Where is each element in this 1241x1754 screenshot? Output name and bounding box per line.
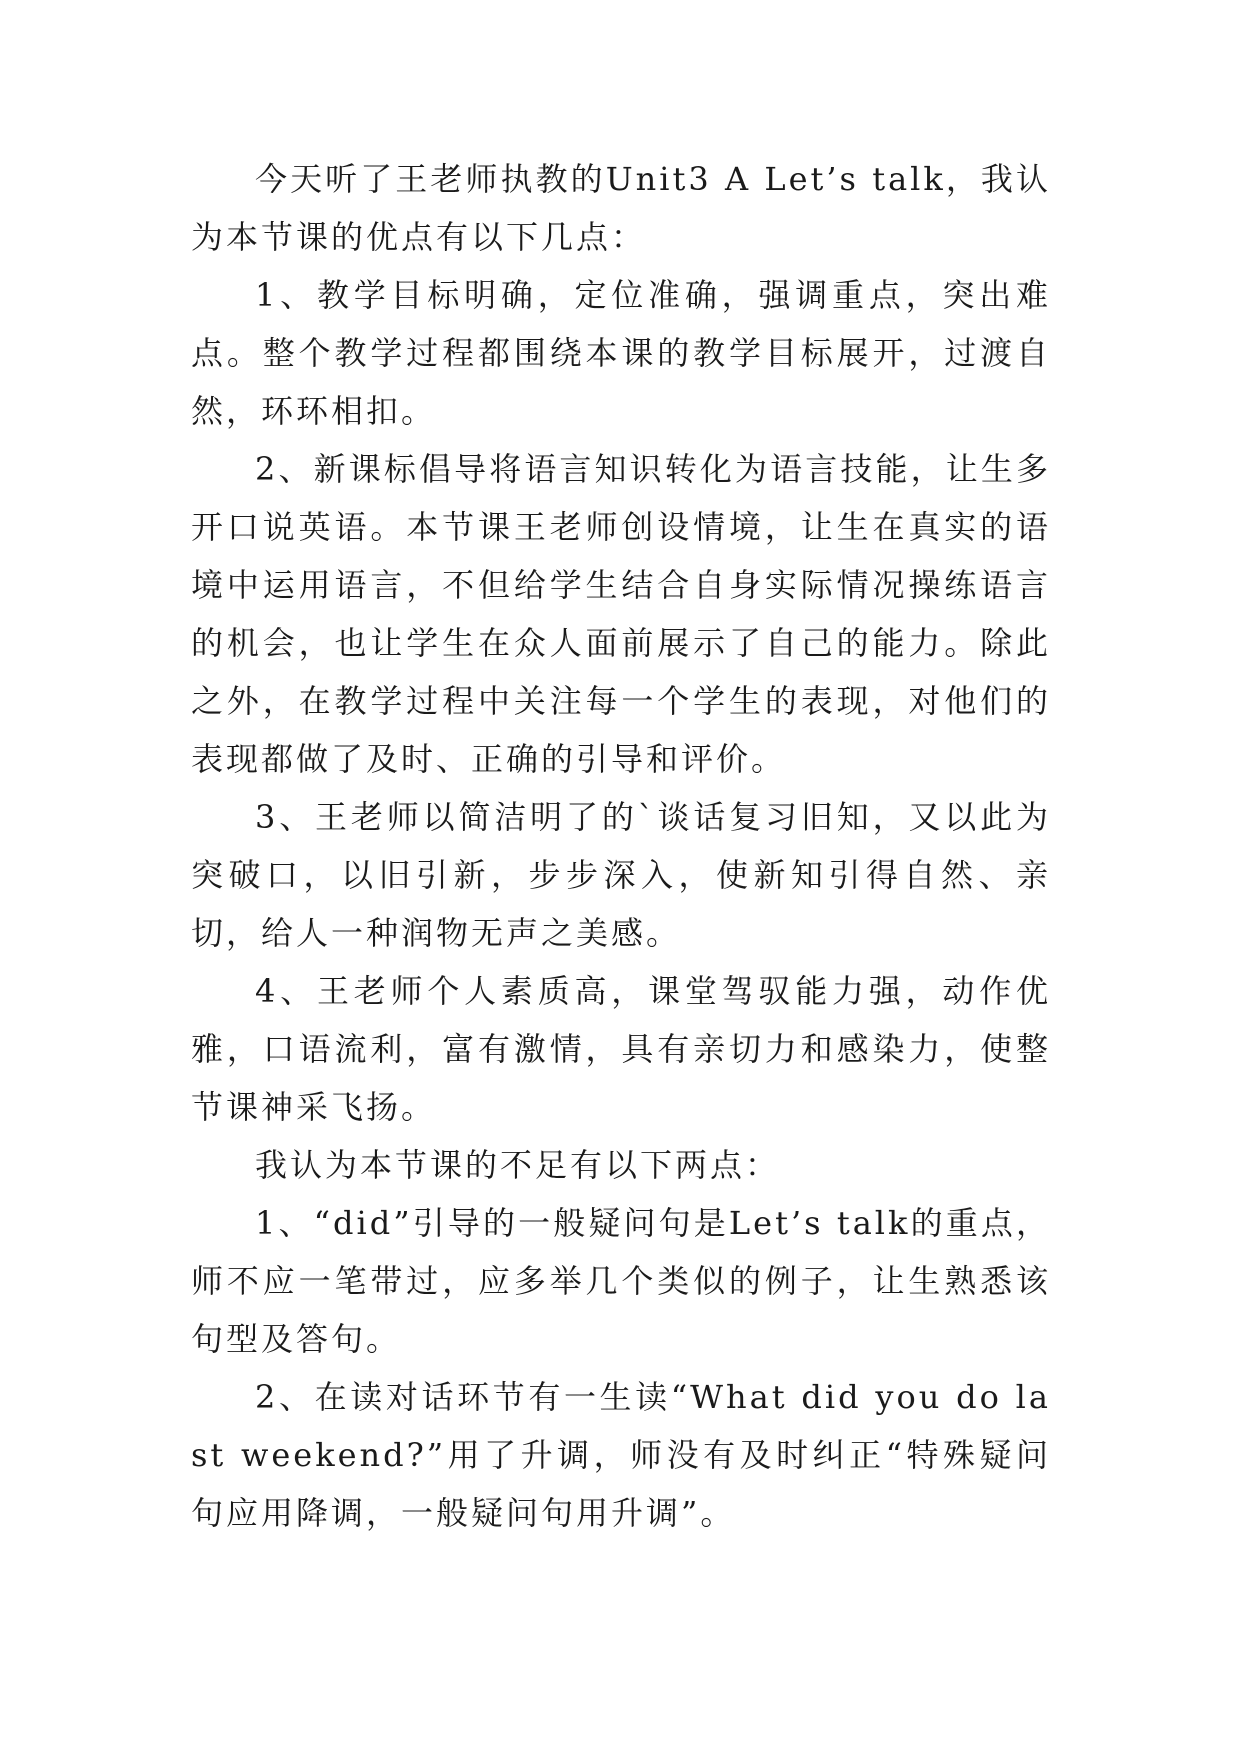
paragraph-shortcoming-1: 1、“did”引导的一般疑问句是Let’s talk的重点，师不应一笔带过，应多举几个类似的例子，让生熟悉该句型及答句。: [191, 1204, 1051, 1358]
paragraph-shortcoming-2: 2、在读对话环节有一生读“What did you do last weekend?”用了升调，师没有及时纠正“特殊疑问句应用降调，一般疑问句用升调”。: [191, 1378, 1051, 1532]
paragraph-merit-4: 4、王老师个人素质高，课堂驾驭能力强，动作优雅，口语流利，富有激情，具有亲切力和感染力，使整节课神采飞扬。: [191, 972, 1051, 1126]
paragraph-merit-2: 2、新课标倡导将语言知识转化为语言技能，让生多开口说英语。本节课王老师创设情境，让生在真实的语境中运用语言，不但给学生结合自身实际情况操练语言的机会，也让学生在众人面前展示了自己的能力。除此之外，在教学过程中关注每一个学生的表现，对他们的表现都做了及时、正确的引导和评价。: [191, 450, 1051, 778]
document-page: [191, 150, 1051, 1650]
paragraph-intro: 今天听了王老师执教的Unit3 A Let’s talk，我认为本节课的优点有以下几点：: [191, 160, 1051, 256]
paragraph-merit-1: 1、教学目标明确，定位准确，强调重点，突出难点。整个教学过程都围绕本课的教学目标展开，过渡自然，环环相扣。: [191, 276, 1051, 430]
paragraph-shortcomings-intro: 我认为本节课的不足有以下两点：: [255, 1146, 781, 1184]
paragraph-merit-3: 3、王老师以简洁明了的`谈话复习旧知，又以此为突破口，以旧引新，步步深入，使新知引得自然、亲切，给人一种润物无声之美感。: [191, 798, 1051, 952]
